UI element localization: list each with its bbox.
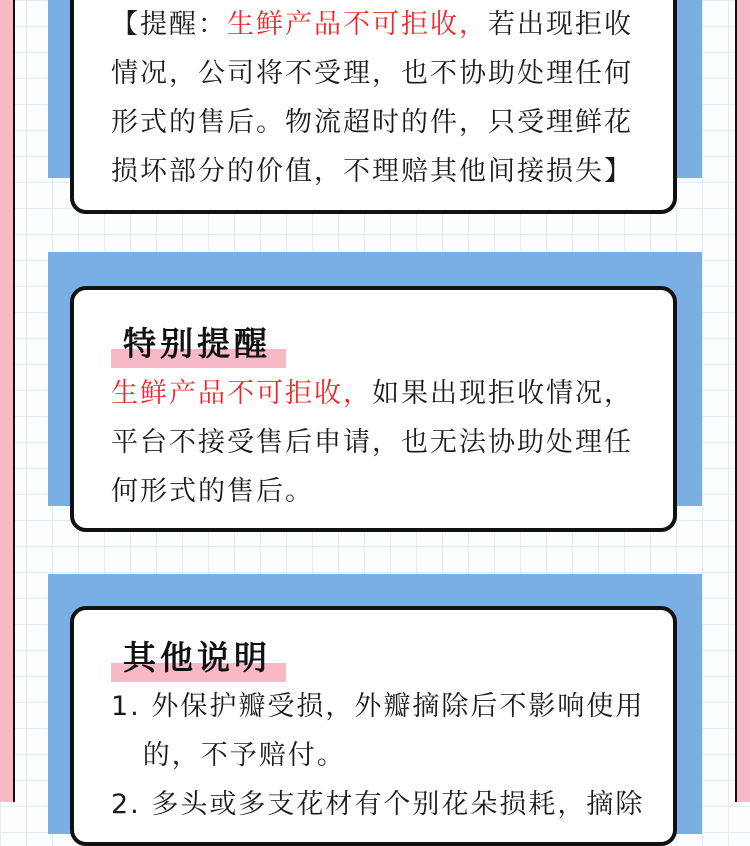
right-pink-border xyxy=(735,0,750,802)
reminder-line-3: 形式的售后。物流超时的件，只受理鲜花 xyxy=(111,107,633,138)
other-notes-title-tag xyxy=(111,634,286,682)
notes-line-1: 1. 外保护瓣受损，外瓣摘除后不影响使用 xyxy=(111,691,645,722)
special-reminder-title-tag xyxy=(111,320,286,368)
reminder-card xyxy=(70,0,677,214)
reminder-line-4: 损坏部分的价值，不理赔其他间接损失】 xyxy=(111,156,633,187)
notes-line-3: 2. 多头或多支花材有个别花朵损耗，摘除 xyxy=(111,789,645,820)
reminder-line-1: 【提醒：生鲜产品不可拒收，若出现拒收 xyxy=(111,9,633,40)
other-notes-card xyxy=(70,606,677,846)
reminder-line-2: 情况，公司将不受理，也不协助处理任何 xyxy=(111,58,633,89)
special-reminder-card xyxy=(70,286,677,532)
special-line-3: 何形式的售后。 xyxy=(111,476,314,507)
special-line-1: 生鲜产品不可拒收，如果出现拒收情况， xyxy=(111,378,633,409)
special-reminder-title: 特别提醒 xyxy=(123,324,271,363)
notes-line-2: 的，不予赔付。 xyxy=(111,740,346,771)
other-notes-title: 其他说明 xyxy=(123,638,271,677)
left-pink-border xyxy=(0,0,15,802)
special-line-2: 平台不接受售后申请，也无法协助处理任 xyxy=(111,427,633,458)
